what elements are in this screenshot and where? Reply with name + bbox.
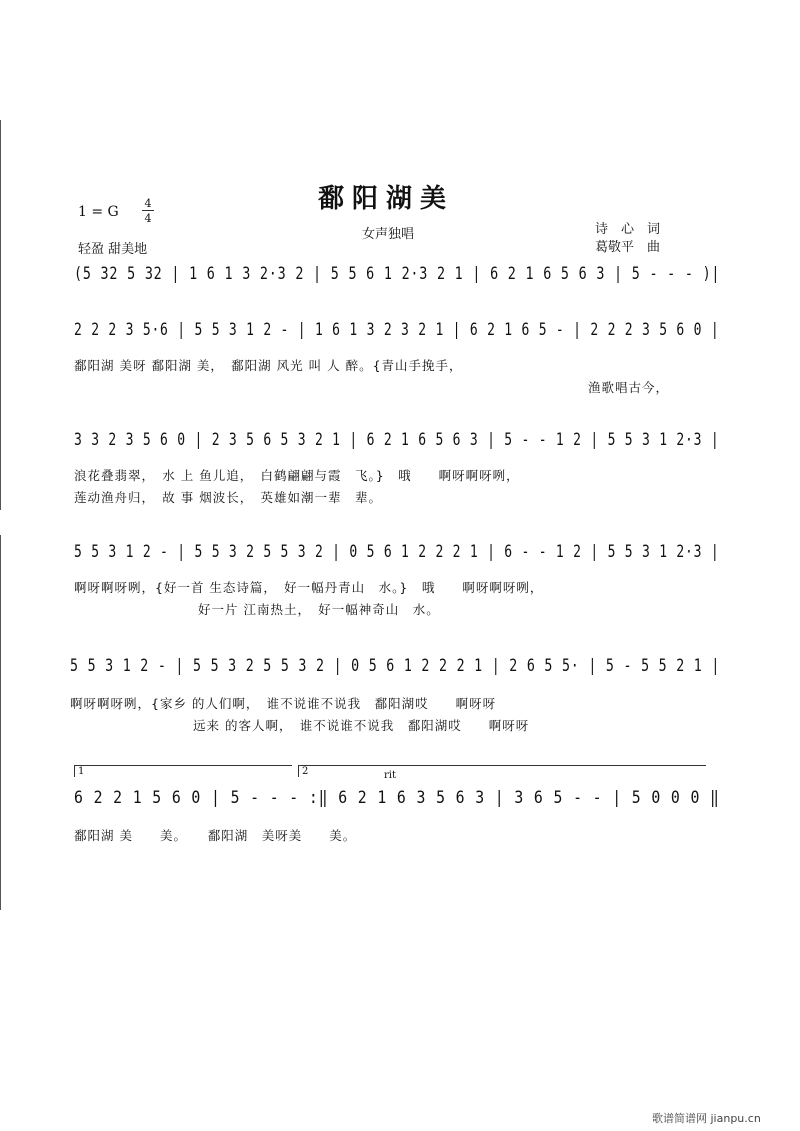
first-ending-number: 1 <box>78 766 85 777</box>
system-1-notes: (5 32 5 32 | 1 6 1 3 2·3 2 | 5 5 6 1 2·3 2 1 | 6 2 1 6 5 6 3 | 5 - - - )| <box>74 264 721 284</box>
ritardando-marking: rit <box>384 770 396 781</box>
system-6-notes: 6 2 2 1 5 6 0 | 5 - - - :‖ 6 2 1 6 3 5 6 3 | 3 6 5 - - | 5 0 0 0 ‖ <box>74 788 720 808</box>
page-edge-top <box>0 120 1 510</box>
system-4-lyrics-verse-2: 好一片 江南热土， 好一幅神奇山 水。 <box>198 602 440 617</box>
system-3-notes: 3 3 2 3 5 6 0 | 2 3 5 6 5 3 2 1 | 6 2 1 6 5 6 3 | 5 - - 1 2 | 5 5 3 1 2·3 | <box>74 430 720 450</box>
key-signature: 1 = G <box>78 204 119 220</box>
first-ending-tick <box>74 765 75 777</box>
tempo-marking: 轻盈 甜美地 <box>78 242 148 257</box>
time-signature-numerator: 4 <box>144 197 152 210</box>
page-edge-bottom <box>0 535 1 910</box>
lyricist-credit: 诗 心 词 <box>595 222 661 237</box>
system-5-notes: 5 5 3 1 2 - | 5 5 3 2 5 5 3 2 | 0 5 6 1 2 2 2 1 | 2 6 5 5· | 5 - 5 5 2 1 | <box>70 656 721 676</box>
first-ending-bracket <box>74 765 292 766</box>
system-5-lyrics-verse-1: 啊呀啊呀咧，{家乡 的人们啊， 谁不说谁不说我 鄱阳湖哎 啊呀呀 <box>70 696 497 711</box>
second-ending-bracket <box>298 765 706 766</box>
second-ending-number: 2 <box>302 766 309 777</box>
song-title: 鄱阳湖美 <box>318 184 455 214</box>
time-signature-line <box>142 210 154 211</box>
system-2-lyrics-verse-2: 渔歌唱古今， <box>588 380 670 395</box>
system-2-notes: 2 2 2 3 5·6 | 5 5 3 1 2 - | 1 6 1 3 2 3 2 1 | 6 2 1 6 5 - | 2 2 2 3 5 6 0 | <box>74 320 720 340</box>
time-signature-denominator: 4 <box>144 212 152 225</box>
watermark: 歌谱简谱网 jianpu.cn <box>652 1112 761 1125</box>
system-6-lyrics: 鄱阳湖 美 美。 鄱阳湖 美呀美 美。 <box>74 828 357 843</box>
system-2-lyrics-verse-1: 鄱阳湖 美呀 鄱阳湖 美， 鄱阳湖 风光 叫 人 醉。{青山手挽手， <box>74 358 463 373</box>
system-4-notes: 5 5 3 1 2 - | 5 5 3 2 5 5 3 2 | 0 5 6 1 2 2 2 1 | 6 - - 1 2 | 5 5 3 1 2·3 | <box>74 542 720 562</box>
composer-credit: 葛敬平 曲 <box>595 240 661 255</box>
system-3-lyrics-verse-2: 莲动渔舟归， 故 事 烟波长， 英雄如潮一辈 辈。 <box>74 490 382 505</box>
second-ending-tick <box>298 765 299 777</box>
system-4-lyrics-verse-1: 啊呀啊呀咧，{好一首 生态诗篇， 好一幅丹青山 水。} 哦 啊呀啊呀咧， <box>74 580 544 595</box>
system-3-lyrics-verse-1: 浪花叠翡翠， 水 上 鱼儿追， 白鹤翩翩与霞 飞。} 哦 啊呀啊呀咧， <box>74 468 520 483</box>
system-5-lyrics-verse-2: 远来 的客人啊， 谁不说谁不说我 鄱阳湖哎 啊呀呀 <box>193 718 530 733</box>
performance-type: 女声独唱 <box>362 227 415 242</box>
